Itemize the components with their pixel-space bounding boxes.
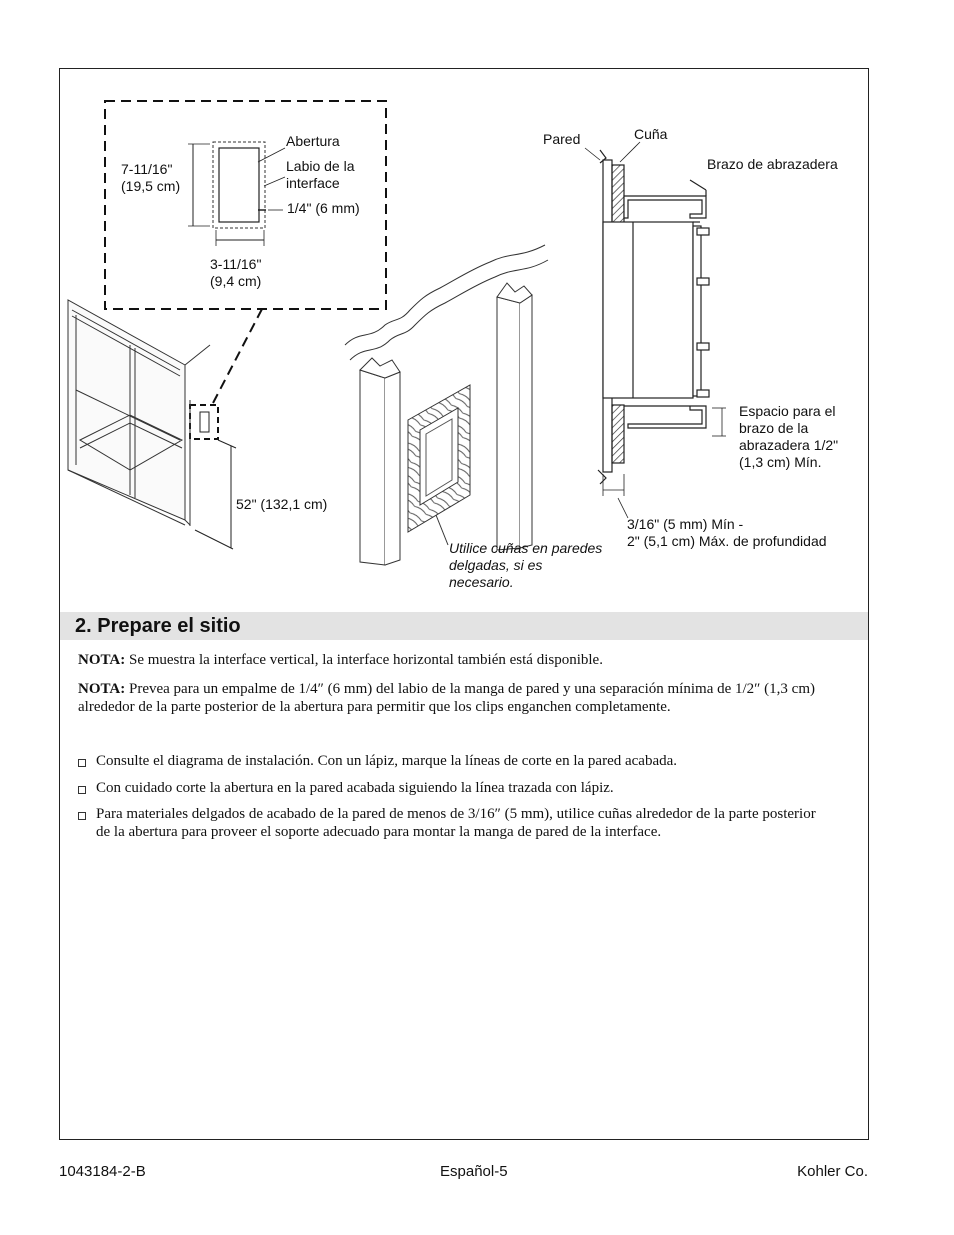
label-abertura: Abertura xyxy=(286,133,340,149)
note-1-text: Se muestra la interface vertical, la interface horizontal también está disponible. xyxy=(125,652,603,668)
height-dimension xyxy=(195,440,236,549)
bullet-item-3: Para materiales delgados de acabado de la pared de menos de 3/16″ (5 mm), utilice cuñas alrededor de la parte posterior de la abertura para proveer el soporte adecuado para montar la manga de pared de la interface. xyxy=(96,806,816,840)
section-title: 2. Prepare el sitio xyxy=(75,615,241,637)
bullet-item-1: Consulte el diagrama de instalación. Con un lápiz, marque la líneas de corte en la pared acabada. xyxy=(96,753,678,769)
label-pared: Pared xyxy=(543,131,581,147)
bullet-icon xyxy=(78,759,86,767)
footer-company: Kohler Co. xyxy=(797,1163,868,1180)
label-inset-height: 7-11/16" (19,5 cm) xyxy=(121,161,181,194)
label-shims-note: Utilice cuñas en paredes delgadas, si es necesario. xyxy=(449,540,603,590)
footer-page: Español-5 xyxy=(440,1163,508,1180)
wall-framing-drawing xyxy=(345,245,548,565)
bullet-item-2: Con cuidado corte la abertura en la pared acabada siguiendo la línea trazada con lápiz. xyxy=(96,780,614,796)
note-2 xyxy=(78,681,838,716)
bullet-icon xyxy=(78,786,86,794)
footer-doc-number: 1043184-2-B xyxy=(59,1163,146,1180)
label-brazo: Brazo de abrazadera xyxy=(707,156,838,172)
label-cuna: Cuña xyxy=(634,126,668,142)
label-labio: Labio de la interface xyxy=(286,158,355,191)
bullet-icon xyxy=(78,812,86,820)
note-1 xyxy=(78,652,838,670)
label-mount-height: 52" (132,1 cm) xyxy=(236,496,328,512)
label-inset-width: 3-11/16" (9,4 cm) xyxy=(210,256,262,289)
note-2-text: Prevea para un empalme de 1/4″ (6 mm) del labio de la manga de pared y una separación mínima de 1/2″ (1,3 cm) alrededor de la parte posterior de la abertura para permitir que los clips enganchen completamente. xyxy=(78,681,815,715)
inset-leaders xyxy=(190,309,262,439)
shower-enclosure-drawing xyxy=(68,300,210,526)
label-profundidad: 3/16" (5 mm) Mín - 2" (5,1 cm) Máx. de profundidad xyxy=(627,516,827,549)
label-quarter-inch: 1/4" (6 mm) xyxy=(287,200,360,216)
wall-cross-section xyxy=(585,142,726,518)
note-1-label: NOTA: xyxy=(78,652,126,668)
note-2-label: NOTA: xyxy=(78,681,126,697)
label-espacio: Espacio para el brazo de la abrazadera 1/2" (1,3 cm) Mín. xyxy=(739,403,839,470)
